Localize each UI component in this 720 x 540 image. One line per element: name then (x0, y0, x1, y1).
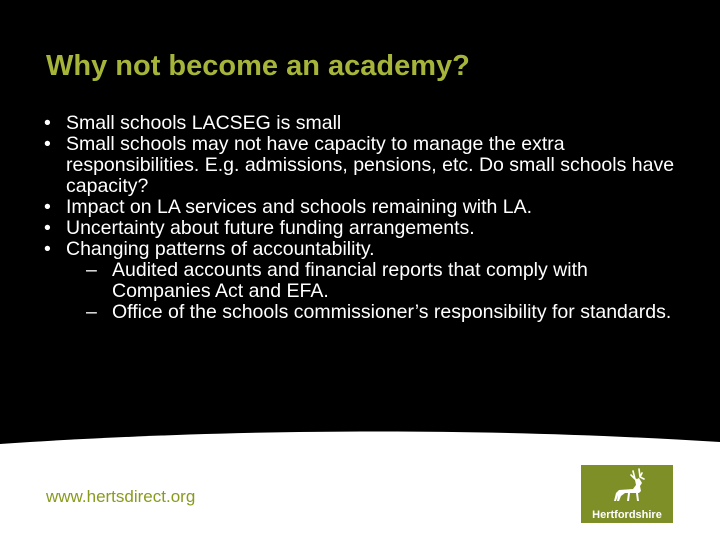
sub-bullet-item (44, 302, 684, 323)
bullet-item (44, 113, 684, 134)
bullet-text: Changing patterns of accountability. (66, 238, 375, 260)
bullet-marker: • (44, 217, 51, 239)
bullet-item (44, 134, 684, 197)
hertfordshire-logo (581, 465, 673, 523)
bullet-marker: • (44, 196, 51, 218)
bullet-item (44, 218, 684, 239)
bullet-text: Impact on LA services and schools remaining with LA. (66, 196, 533, 218)
stag-icon (581, 465, 673, 509)
sub-bullet-text: Office of the schools commissioner’s responsibility for standards. (112, 301, 672, 323)
bullet-text: Uncertainty about future funding arrangements. (66, 217, 475, 239)
bullet-marker: • (44, 112, 51, 134)
sub-bullet-text: Audited accounts and financial reports that comply with Companies Act and EFA. (112, 259, 588, 302)
bullet-item (44, 197, 684, 218)
website-link[interactable]: www.hertsdirect.org (46, 487, 196, 506)
bullet-item (44, 239, 684, 260)
sub-bullet-item (44, 260, 684, 302)
bullet-text: Small schools LACSEG is small (66, 112, 342, 134)
dash-marker: – (86, 259, 97, 281)
slide-title: Why not become an academy? (46, 50, 470, 82)
bullet-marker: • (44, 238, 51, 260)
bullet-text: Small schools may not have capacity to manage the extra responsibilities. E.g. admissions, pensions, etc. Do small schools have capacity? (66, 133, 675, 197)
dash-marker: – (86, 301, 97, 323)
logo-text: Hertfordshire (592, 509, 662, 521)
bullet-list (44, 113, 684, 323)
bullet-marker: • (44, 133, 51, 155)
